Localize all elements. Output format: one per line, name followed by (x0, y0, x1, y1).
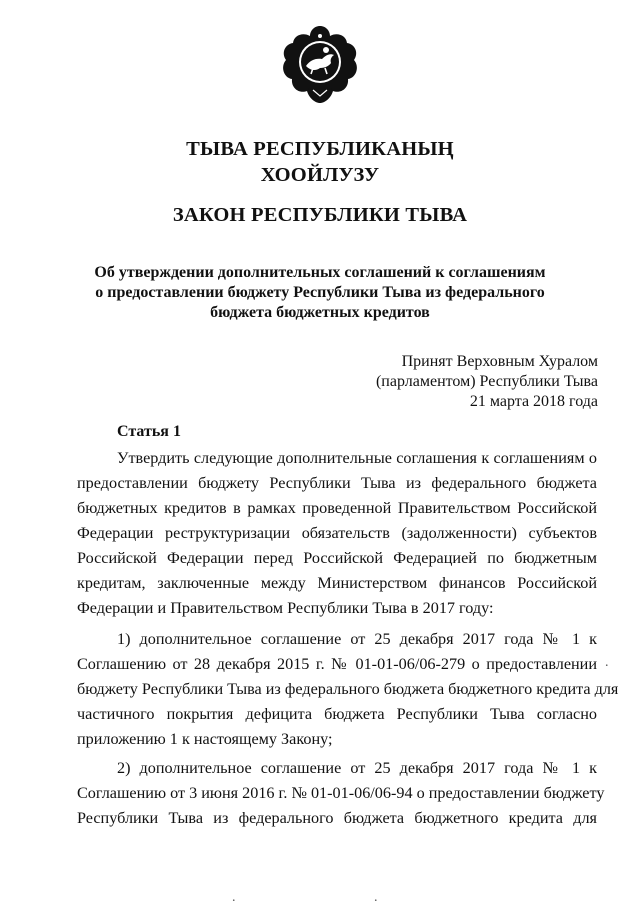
adoption-line-2: (парламентом) Республики Тыва (375, 373, 598, 390)
adoption-date: 21 марта 2018 года (469, 393, 598, 410)
subject-line-3: бюджета бюджетных кредитов (210, 304, 430, 321)
body-line: 1) дополнительное соглашение от 25 декабря 2017 года № 1 к (117, 630, 597, 648)
body-line: кредитам, заключенные между Министерством финансов Российской (77, 574, 597, 592)
body-line: Федерации реструктуризации обязательств (задолженности) субъектов (77, 524, 597, 542)
body-line: Соглашению от 3 июня 2016 г. № 01-01-06/06-94 о предоставлении бюджету (77, 784, 605, 802)
body-line: приложению 1 к настоящему Закону; (77, 730, 333, 748)
body-line: частичного покрытия дефицита бюджета Республики Тыва согласно (77, 705, 597, 723)
adoption-block (376, 352, 598, 412)
body-line: бюджету Республики Тыва из федерального бюджета бюджетного кредита для (77, 680, 619, 698)
adoption-line-1: Принят Верховным Хуралом (401, 353, 598, 370)
subject-line-1: Об утверждении дополнительных соглашений к соглашениям (94, 264, 546, 281)
scan-speck: . (232, 890, 236, 905)
scan-speck: . (605, 655, 609, 670)
header-line-1: ТЫВА РЕСПУБЛИКАНЫҢ (186, 138, 454, 160)
scan-speck: . (374, 890, 378, 905)
law-title: ЗАКОН РЕСПУБЛИКИ ТЫВА (172, 204, 468, 226)
subject-line-2: о предоставлении бюджету Республики Тыва из федерального (95, 284, 545, 301)
body-line: Республики Тыва из федерального бюджета бюджетного кредита для (77, 809, 597, 827)
tuva-coat-of-arms-icon (280, 22, 360, 110)
body-line: бюджетных кредитов в рамках проведенной Правительством Российской (77, 499, 597, 517)
body-line: Соглашению от 28 декабря 2015 г. № 01-01-06/06-279 о предоставлении (77, 655, 597, 673)
article-heading: Статья 1 (117, 423, 181, 440)
body-line: 2) дополнительное соглашение от 25 декабря 2017 года № 1 к (117, 759, 597, 777)
body-line: предоставлении бюджету Республики Тыва из федерального бюджета (77, 474, 597, 492)
header-line-2: ХООЙЛУЗУ (260, 164, 380, 186)
body-line: Утвердить следующие дополнительные соглашения к соглашениям о (117, 449, 597, 467)
body-line: Федерации и Правительством Республики Тыва в 2017 году: (77, 599, 494, 617)
body-line: Российской Федерации перед Российской Федерацией по бюджетным (77, 549, 597, 567)
